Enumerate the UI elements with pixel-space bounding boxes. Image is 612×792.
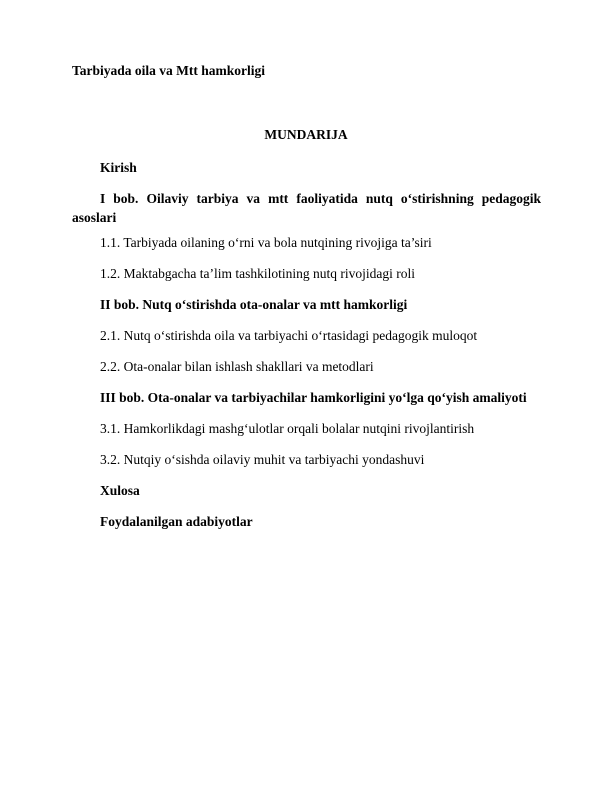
toc-item-section-2-2: 2.2. Ota-onalar bilan ishlash shakllari va metodlari xyxy=(100,359,374,374)
toc-item-conclusion: Xulosa xyxy=(100,483,140,498)
toc-item-section-3-1: 3.1. Hamkorlikdagi mashg‘ulotlar orqali bolalar nutqini rivojlantirish xyxy=(100,421,475,436)
toc-heading xyxy=(0,127,612,143)
toc-item-chapter-3: III bob. Ota-onalar va tarbiyachilar hamkorligini yo‘lga qo‘yish amaliyoti xyxy=(100,390,527,405)
toc-item-section-3-2: 3.2. Nutqiy o‘sishda oilaviy muhit va tarbiyachi yondashuvi xyxy=(100,452,425,467)
toc-item-section-2-1: 2.1. Nutq o‘stirishda oila va tarbiyachi o‘rtasidagi pedagogik muloqot xyxy=(100,328,478,343)
toc-item-section-1-2: 1.2. Maktabgacha ta’lim tashkilotining nutq rivojidagi roli xyxy=(100,266,415,281)
toc-heading-text: MUNDARIJA xyxy=(264,127,348,142)
toc-item-chapter-2: II bob. Nutq o‘stirishda ota-onalar va mtt hamkorligi xyxy=(100,297,408,312)
toc-item-introduction: Kirish xyxy=(100,160,137,175)
document-title: Tarbiyada oila va Mtt hamkorligi xyxy=(72,63,266,78)
toc-item-section-1-1: 1.1. Tarbiyada oilaning o‘rni va bola nutqining rivojiga ta’siri xyxy=(100,235,432,250)
toc-item-references: Foydalanilgan adabiyotlar xyxy=(100,514,253,529)
toc-item-chapter-1: I bob. Oilaviy tarbiya va mtt faoliyatida nutq o‘stirishning pedagogik asoslari xyxy=(72,191,541,225)
